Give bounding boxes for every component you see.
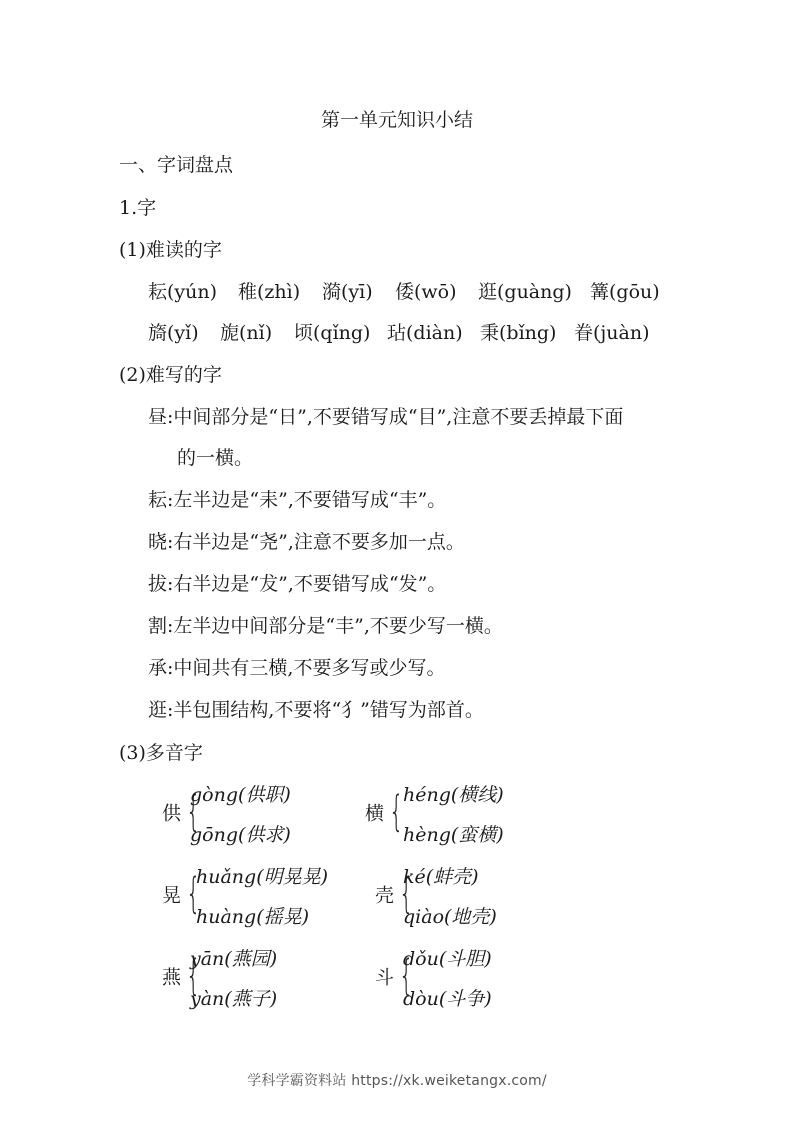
word-item: 逛(guàng): [478, 281, 572, 303]
brace-icon: {: [399, 868, 414, 918]
polyphone-group: [162, 858, 352, 930]
footer-watermark: 学科学霸资料站 https://xk.weiketangx.com/: [247, 1073, 547, 1089]
polyphone-reading: gōng(供求): [190, 824, 291, 846]
polyphone-char: 斗: [375, 966, 395, 989]
polyphone-char: 供: [162, 802, 182, 825]
polyphone-reading: huàng(摇晃): [196, 906, 310, 928]
part-heading-hard-to-read: (1)难读的字: [119, 239, 222, 261]
brace-icon: {: [389, 786, 404, 836]
hard-read-row-1: [148, 277, 660, 304]
writing-note: 承:中间共有三横,不要多写或少写。: [148, 657, 446, 679]
word-item: 漪(yī): [322, 281, 373, 303]
word-item: 旎(nǐ): [220, 322, 273, 344]
word-item: 秉(bǐng): [480, 322, 557, 344]
word-item: 倭(wō): [395, 281, 457, 303]
page-title: 第一单元知识小结: [320, 109, 473, 131]
polyphone-group: [375, 940, 555, 1012]
brace-icon: {: [186, 868, 201, 918]
polyphone-reading: hèng(蛮横): [403, 824, 504, 846]
word-item: 玷(diàn): [387, 322, 463, 344]
polyphone-reading: dòu(斗争): [403, 988, 492, 1010]
brace-icon: {: [399, 950, 414, 1000]
polyphone-reading: yān(燕园): [190, 948, 278, 970]
polyphone-reading: ké(蚌壳): [403, 866, 479, 888]
writing-note-continued: 的一横。: [177, 447, 254, 469]
word-item: 旖(yǐ): [148, 322, 199, 344]
polyphone-group: [162, 776, 342, 848]
polyphone-char: 晃: [162, 884, 182, 907]
polyphone-group: [162, 940, 342, 1012]
polyphone-reading: gòng(供职): [190, 784, 291, 806]
hard-read-row-2: [148, 318, 650, 345]
section-heading: 一、字词盘点: [119, 154, 234, 176]
polyphone-reading: yàn(燕子): [190, 988, 278, 1010]
word-item: 稚(zhì): [238, 281, 301, 303]
polyphone-reading: qiào(地壳): [403, 906, 497, 928]
writing-note: 逛:半包围结构,不要将“犭”错写为部首。: [148, 699, 484, 721]
polyphone-char: 燕: [162, 966, 182, 989]
word-item: 耘(yún): [148, 281, 218, 303]
part-heading-polyphones: (3)多音字: [119, 742, 203, 764]
word-item: 篝(gōu): [590, 281, 660, 303]
writing-note: 耘:左半边是“耒”,不要错写成“丰”。: [148, 489, 447, 511]
word-item: 顷(qǐng): [294, 322, 371, 344]
part-heading-hard-to-write: (2)难写的字: [119, 364, 222, 386]
polyphone-reading: huǎng(明晃晃): [196, 866, 329, 888]
polyphone-reading: héng(横线): [403, 784, 504, 806]
writing-note: 拔:右半边是“犮”,不要错写成“发”。: [148, 573, 447, 595]
writing-note: 昼:中间部分是“日”,不要错写成“目”,注意不要丢掉最下面: [148, 406, 624, 428]
polyphone-group: [365, 776, 545, 848]
writing-note: 割:左半边中间部分是“丰”,不要少写一横。: [148, 615, 503, 637]
word-item: 眷(juàn): [574, 322, 650, 344]
polyphone-char: 壳: [375, 884, 395, 907]
polyphone-char: 横: [365, 802, 385, 825]
brace-icon: {: [186, 786, 201, 836]
subsection-heading: 1.字: [119, 197, 157, 219]
brace-icon: {: [186, 950, 201, 1000]
writing-note: 晓:右半边是“尧”,注意不要多加一点。: [148, 531, 465, 553]
polyphone-reading: dǒu(斗胆): [403, 948, 492, 970]
polyphone-group: [375, 858, 555, 930]
